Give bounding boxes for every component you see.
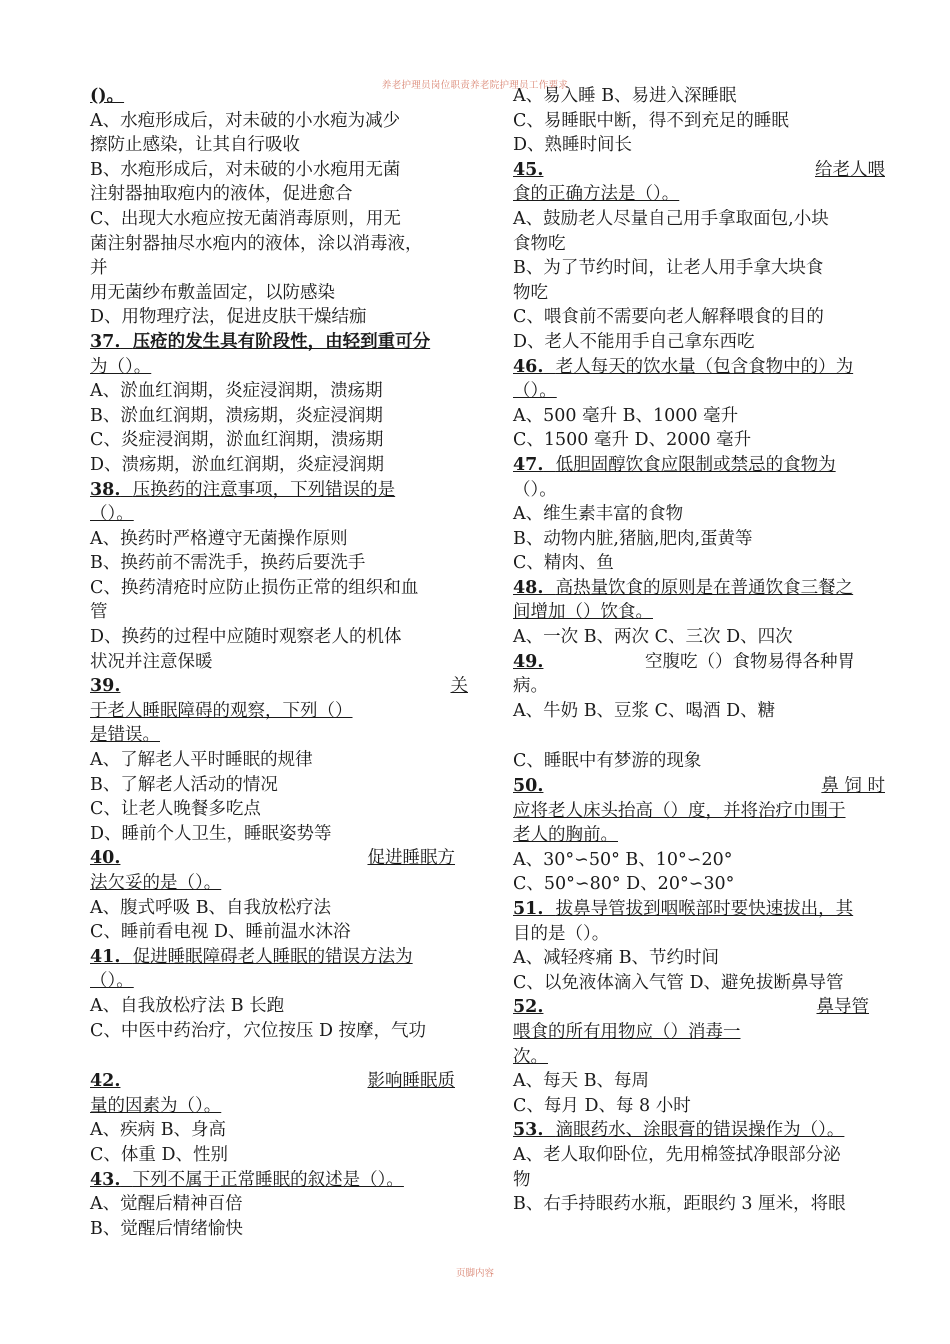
option-line: 食物吃	[513, 233, 566, 254]
option-line: B、了解老人活动的情况	[90, 774, 278, 795]
question-number: 43.	[90, 1169, 121, 1190]
option-line: C、喂食前不需要向老人解释喂食的目的	[513, 307, 824, 328]
option-line: B、水疱形成后，对未破的小水疱用无菌	[90, 159, 401, 180]
option-line: 物吃	[513, 282, 548, 303]
question-text: 间增加（）饮食。	[513, 602, 653, 623]
option-line: 擦防止感染，让其自行吸收	[90, 135, 300, 156]
question-text: 影响睡眠质	[367, 1071, 455, 1092]
option-line: 物	[513, 1169, 531, 1190]
option-line: B、换药前不需洗手，换药后要洗手	[90, 553, 366, 574]
question-stem-end: ()。	[90, 86, 125, 106]
question-53	[513, 1118, 885, 1143]
option-line: B、淤血红润期，溃疡期，炎症浸润期	[90, 405, 383, 426]
option-line: A、腹式呼吸 B、自我放松疗法	[90, 897, 332, 918]
option-line: A、易入睡 B、易进入深睡眠	[513, 86, 737, 106]
question-number: 39.	[90, 676, 121, 697]
question-number: 45.	[513, 159, 544, 180]
option-line: D、熟睡时间长	[513, 135, 633, 156]
question-text: （）。	[90, 504, 134, 525]
text-line	[90, 84, 468, 109]
question-text: 空腹吃（）食物易得各种胃	[645, 651, 855, 672]
option-line: C、50°∽80° D、20°∽30°	[513, 874, 735, 895]
question-text: 压换药的注意事项，下列错误的是	[132, 479, 396, 500]
left-column	[90, 84, 468, 1241]
option-line: D、用物理疗法，促进皮肤干燥结痂	[90, 307, 367, 328]
option-line: A、一次 B、两次 C、三次 D、四次	[513, 627, 793, 648]
question-text: 拔鼻导管拔到咽喉部时要快速拔出，其	[555, 899, 854, 919]
question-number: 49.	[513, 651, 544, 672]
option-line: C、体重 D、性别	[90, 1144, 228, 1165]
question-42	[90, 1069, 455, 1094]
option-line: A、每天 B、每周	[513, 1071, 650, 1092]
question-40	[90, 846, 455, 871]
question-number: 51.	[513, 899, 544, 919]
option-line: 并	[90, 258, 108, 279]
option-line: C、易睡眠中断，得不到充足的睡眠	[513, 110, 789, 131]
option-line: B、觉醒后情绪愉快	[90, 1218, 243, 1239]
question-number: 40.	[90, 848, 121, 869]
question-48	[513, 576, 885, 601]
option-line: A、疾病 B、身高	[90, 1120, 227, 1141]
question-number: 37.	[90, 331, 121, 352]
option-line: A、30°∽50° B、10°∽20°	[513, 849, 733, 870]
option-line: A、自我放松疗法 B 长跑	[90, 995, 285, 1016]
option-line: 管	[90, 602, 108, 623]
question-number: 53.	[513, 1120, 544, 1141]
option-line: C、出现大水疱应按无菌消毒原则，用无	[90, 208, 401, 229]
question-text: 量的因素为（）。	[90, 1095, 222, 1116]
question-text: 压疮的发生具有阶段性，由轻到重可分	[132, 331, 431, 352]
option-line: C、中医中药治疗，穴位按压 D 按摩，气功	[90, 1020, 427, 1041]
option-line: A、鼓励老人尽量自己用手拿取面包,小块	[513, 208, 829, 229]
option-line: A、维生素丰富的食物	[513, 504, 684, 525]
option-line: A、了解老人平时睡眠的规律	[90, 750, 313, 771]
question-text: 喂食的所有用物应（）消毒一	[513, 1021, 741, 1042]
question-41	[90, 945, 468, 970]
question-number: 48.	[513, 577, 544, 598]
option-line: （）。	[513, 479, 557, 500]
question-50	[513, 774, 885, 799]
question-text: 关	[450, 676, 468, 697]
question-47	[513, 453, 885, 478]
option-line: 菌注射器抽尽水疱内的液体，涂以消毒液，	[90, 233, 423, 254]
option-line: A、觉醒后精神百倍	[90, 1194, 243, 1215]
question-text: 下列不属于正常睡眠的叙述是（）。	[132, 1169, 404, 1190]
option-line: A、老人取仰卧位，先用棉签拭净眼部分泌	[513, 1144, 841, 1165]
option-line: C、睡前看电视 D、睡前温水沐浴	[90, 922, 351, 943]
question-number: 42.	[90, 1071, 121, 1092]
question-text: 鼻 饲 时	[821, 776, 885, 797]
option-line: A、牛奶 B、豆浆 C、喝酒 D、糖	[513, 700, 776, 721]
question-text: 应将老人床头抬高（）度，并将治疗巾围于	[513, 800, 846, 821]
question-number: 41.	[90, 946, 121, 967]
question-43	[90, 1168, 468, 1193]
option-line: A、淤血红润期，炎症浸润期，溃疡期	[90, 381, 383, 402]
option-line: 用无菌纱布敷盖固定，以防感染	[90, 282, 335, 303]
question-51	[513, 897, 885, 922]
question-number: 38.	[90, 479, 121, 500]
option-line: C、以免液体滴入气管 D、避免拔断鼻导管	[513, 972, 844, 993]
question-45	[513, 158, 885, 183]
page-header: 养老护理员岗位职责养老院护理员工作要求	[381, 80, 569, 91]
question-text: 促进睡眠方	[367, 848, 455, 869]
question-text: 食的正确方法是（）。	[513, 184, 680, 205]
question-text: 低胆固醇饮食应限制或禁忌的食物为	[555, 454, 836, 475]
question-text: 给老人喂	[815, 159, 885, 180]
question-number: 47.	[513, 454, 544, 475]
question-text: 是错误。	[90, 725, 160, 746]
option-line: 状况并注意保暖	[90, 651, 213, 672]
option-line: D、老人不能用手自己拿东西吃	[513, 331, 755, 352]
option-line: C、睡眠中有梦游的现象	[513, 751, 702, 772]
blank-line	[513, 723, 885, 749]
option-line: B、右手持眼药水瓶，距眼约 3 厘米，将眼	[513, 1194, 846, 1215]
option-line: D、睡前个人卫生，睡眠姿势等	[90, 823, 332, 844]
question-text: 高热量饮食的原则是在普通饮食三餐之	[555, 577, 854, 598]
blank-line	[90, 1043, 468, 1069]
option-line: C、1500 毫升 D、2000 毫升	[513, 430, 752, 451]
option-line: C、炎症浸润期，淤血红润期，溃疡期	[90, 430, 384, 451]
option-line: C、精肉、鱼	[513, 553, 614, 574]
question-49	[513, 650, 885, 675]
option-line: C、让老人晚餐多吃点	[90, 799, 261, 820]
question-text: （）。	[90, 971, 134, 992]
question-text: 法欠妥的是（）。	[90, 873, 222, 893]
option-line: D、溃疡期，淤血红润期，炎症浸润期	[90, 454, 385, 475]
option-line: 注射器抽取疱内的液体，促进愈合	[90, 184, 353, 205]
question-text: 老人的胸前。	[513, 825, 618, 846]
question-text: 于老人睡眠障碍的观察，下列（）	[90, 700, 353, 721]
question-37	[90, 330, 468, 355]
question-text: （）。	[513, 381, 557, 402]
question-39	[90, 674, 468, 699]
option-line: B、动物内脏,猪脑,肥肉,蛋黄等	[513, 528, 753, 549]
option-line: B、为了节约时间，让老人用手拿大块食	[513, 258, 824, 279]
option-line: 病。	[513, 676, 548, 697]
question-52	[513, 995, 869, 1020]
question-text: 促进睡眠障碍老人睡眠的错误方法为	[132, 946, 413, 967]
option-line: A、500 毫升 B、1000 毫升	[513, 405, 739, 426]
question-text: 老人每天的饮水量（包含食物中的）为	[555, 356, 854, 377]
question-text: 滴眼药水、涂眼膏的错误操作为（）。	[555, 1120, 845, 1141]
question-46	[513, 355, 885, 380]
right-column	[513, 84, 885, 1217]
option-line: D、换药的过程中应随时观察老人的机体	[90, 627, 402, 648]
question-text: 鼻导管	[816, 997, 869, 1018]
option-line: A、换药时严格遵守无菌操作原则	[90, 528, 348, 549]
question-text: 次。	[513, 1046, 548, 1067]
option-line: C、换药清疮时应防止损伤正常的组织和血	[90, 577, 419, 598]
option-line: 目的是（）。	[513, 923, 610, 944]
question-number: 50.	[513, 776, 544, 797]
question-38	[90, 478, 468, 503]
question-number: 52.	[513, 997, 544, 1018]
question-text: 为（）。	[90, 356, 152, 377]
option-line: C、每月 D、每 8 小时	[513, 1095, 691, 1116]
option-line: A、减轻疼痛 B、节约时间	[513, 948, 720, 969]
option-line: A、水疱形成后，对未破的小水疱为减少	[90, 110, 401, 131]
question-number: 46.	[513, 356, 544, 377]
page-footer: 页脚内容	[455, 1268, 494, 1279]
